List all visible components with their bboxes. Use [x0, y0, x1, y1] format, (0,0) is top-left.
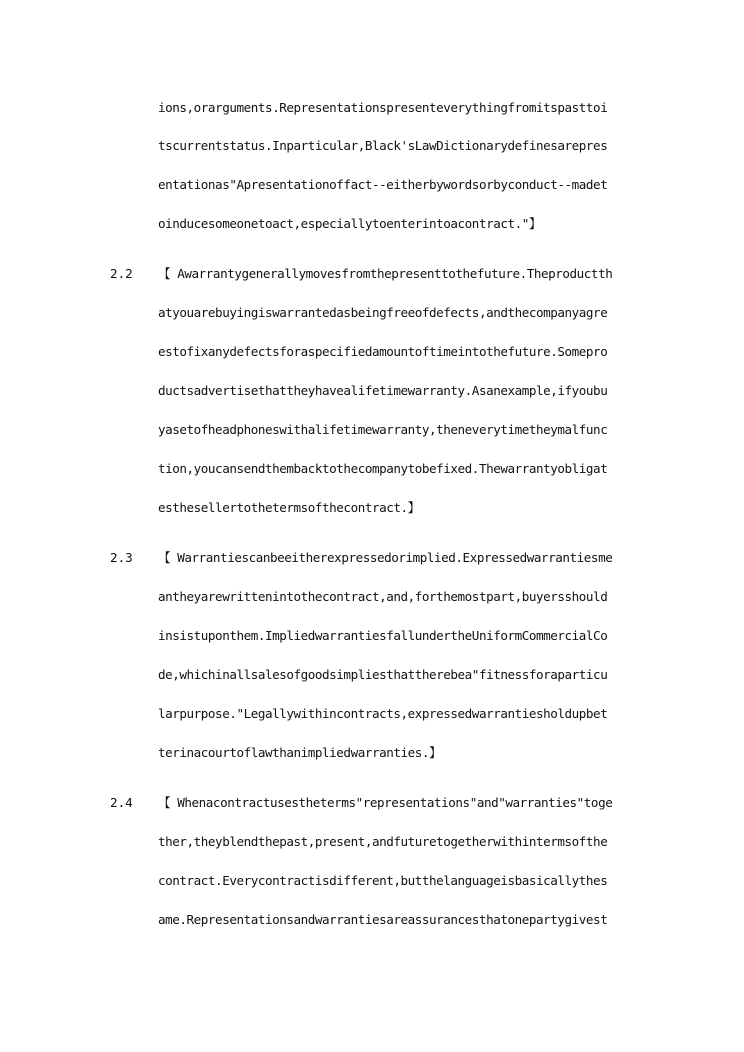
section-number: 2.2 — [110, 266, 133, 281]
paragraph-line: de,whichinallsalesofgoodsimpliesthattherebea"fitnessforaparticu — [158, 667, 608, 682]
paragraph-line: contract.Everycontractisdifferent,butthelanguageisbasicallythes — [158, 873, 608, 888]
paragraph-line: 【 Whenacontractusestheterms"representations"and"warranties"toge — [158, 795, 613, 810]
paragraph-line: ductsadvertisethattheyhavealifetimewarranty.Asanexample,ifyoubu — [158, 383, 608, 398]
paragraph-line: estofixanydefectsforaspecifiedamountoftimeintothefuture.Somepro — [158, 344, 608, 359]
paragraph-line: esthesellertothetermsofthecontract.】 — [158, 500, 420, 515]
paragraph-line: larpurpose."Legallywithincontracts,expressedwarrantiesholdupbet — [158, 706, 608, 721]
paragraph-line: entationas"Apresentationoffact--eitherbywordsorbyconduct--madet — [158, 177, 608, 192]
paragraph-line: 【 Warrantiescanbeeitherexpressedorimplied.Expressedwarrantiesme — [158, 550, 613, 565]
section-number: 2.4 — [110, 795, 133, 810]
paragraph-line: tscurrentstatus.Inparticular,Black'sLawDictionarydefinesarepres — [158, 138, 608, 153]
paragraph-line: 【 Awarrantygenerallymovesfromthepresenttothefuture.Theproductth — [158, 266, 613, 281]
paragraph-line: yasetofheadphoneswithalifetimewarranty,theneverytimetheymalfunc — [158, 422, 608, 437]
paragraph-line: ions,orarguments.Representationspresenteverythingfromitspasttoi — [158, 100, 608, 115]
paragraph-line: terinacourtoflawthanimpliedwarranties.】 — [158, 745, 442, 760]
paragraph-line: atyouarebuyingiswarrantedasbeingfreeofdefects,andthecompanyagre — [158, 305, 608, 320]
section-number: 2.3 — [110, 550, 133, 565]
paragraph-line: antheyarewrittenintothecontract,and,forthemostpart,buyersshould — [158, 589, 608, 604]
paragraph-line: tion,youcansendthembacktothecompanytobefixed.Thewarrantyobligat — [158, 461, 608, 476]
paragraph-line: insistuponthem.ImpliedwarrantiesfallundertheUniformCommercialCo — [158, 628, 608, 643]
paragraph-line: oinducesomeonetoact,especiallytoenterintoacontract."】 — [158, 216, 542, 231]
paragraph-line: ther,theyblendthepast,present,andfuturetogetherwithintermsofthe — [158, 834, 608, 849]
paragraph-line: ame.Representationsandwarrantiesareassurancesthatonepartygivest — [158, 912, 608, 927]
